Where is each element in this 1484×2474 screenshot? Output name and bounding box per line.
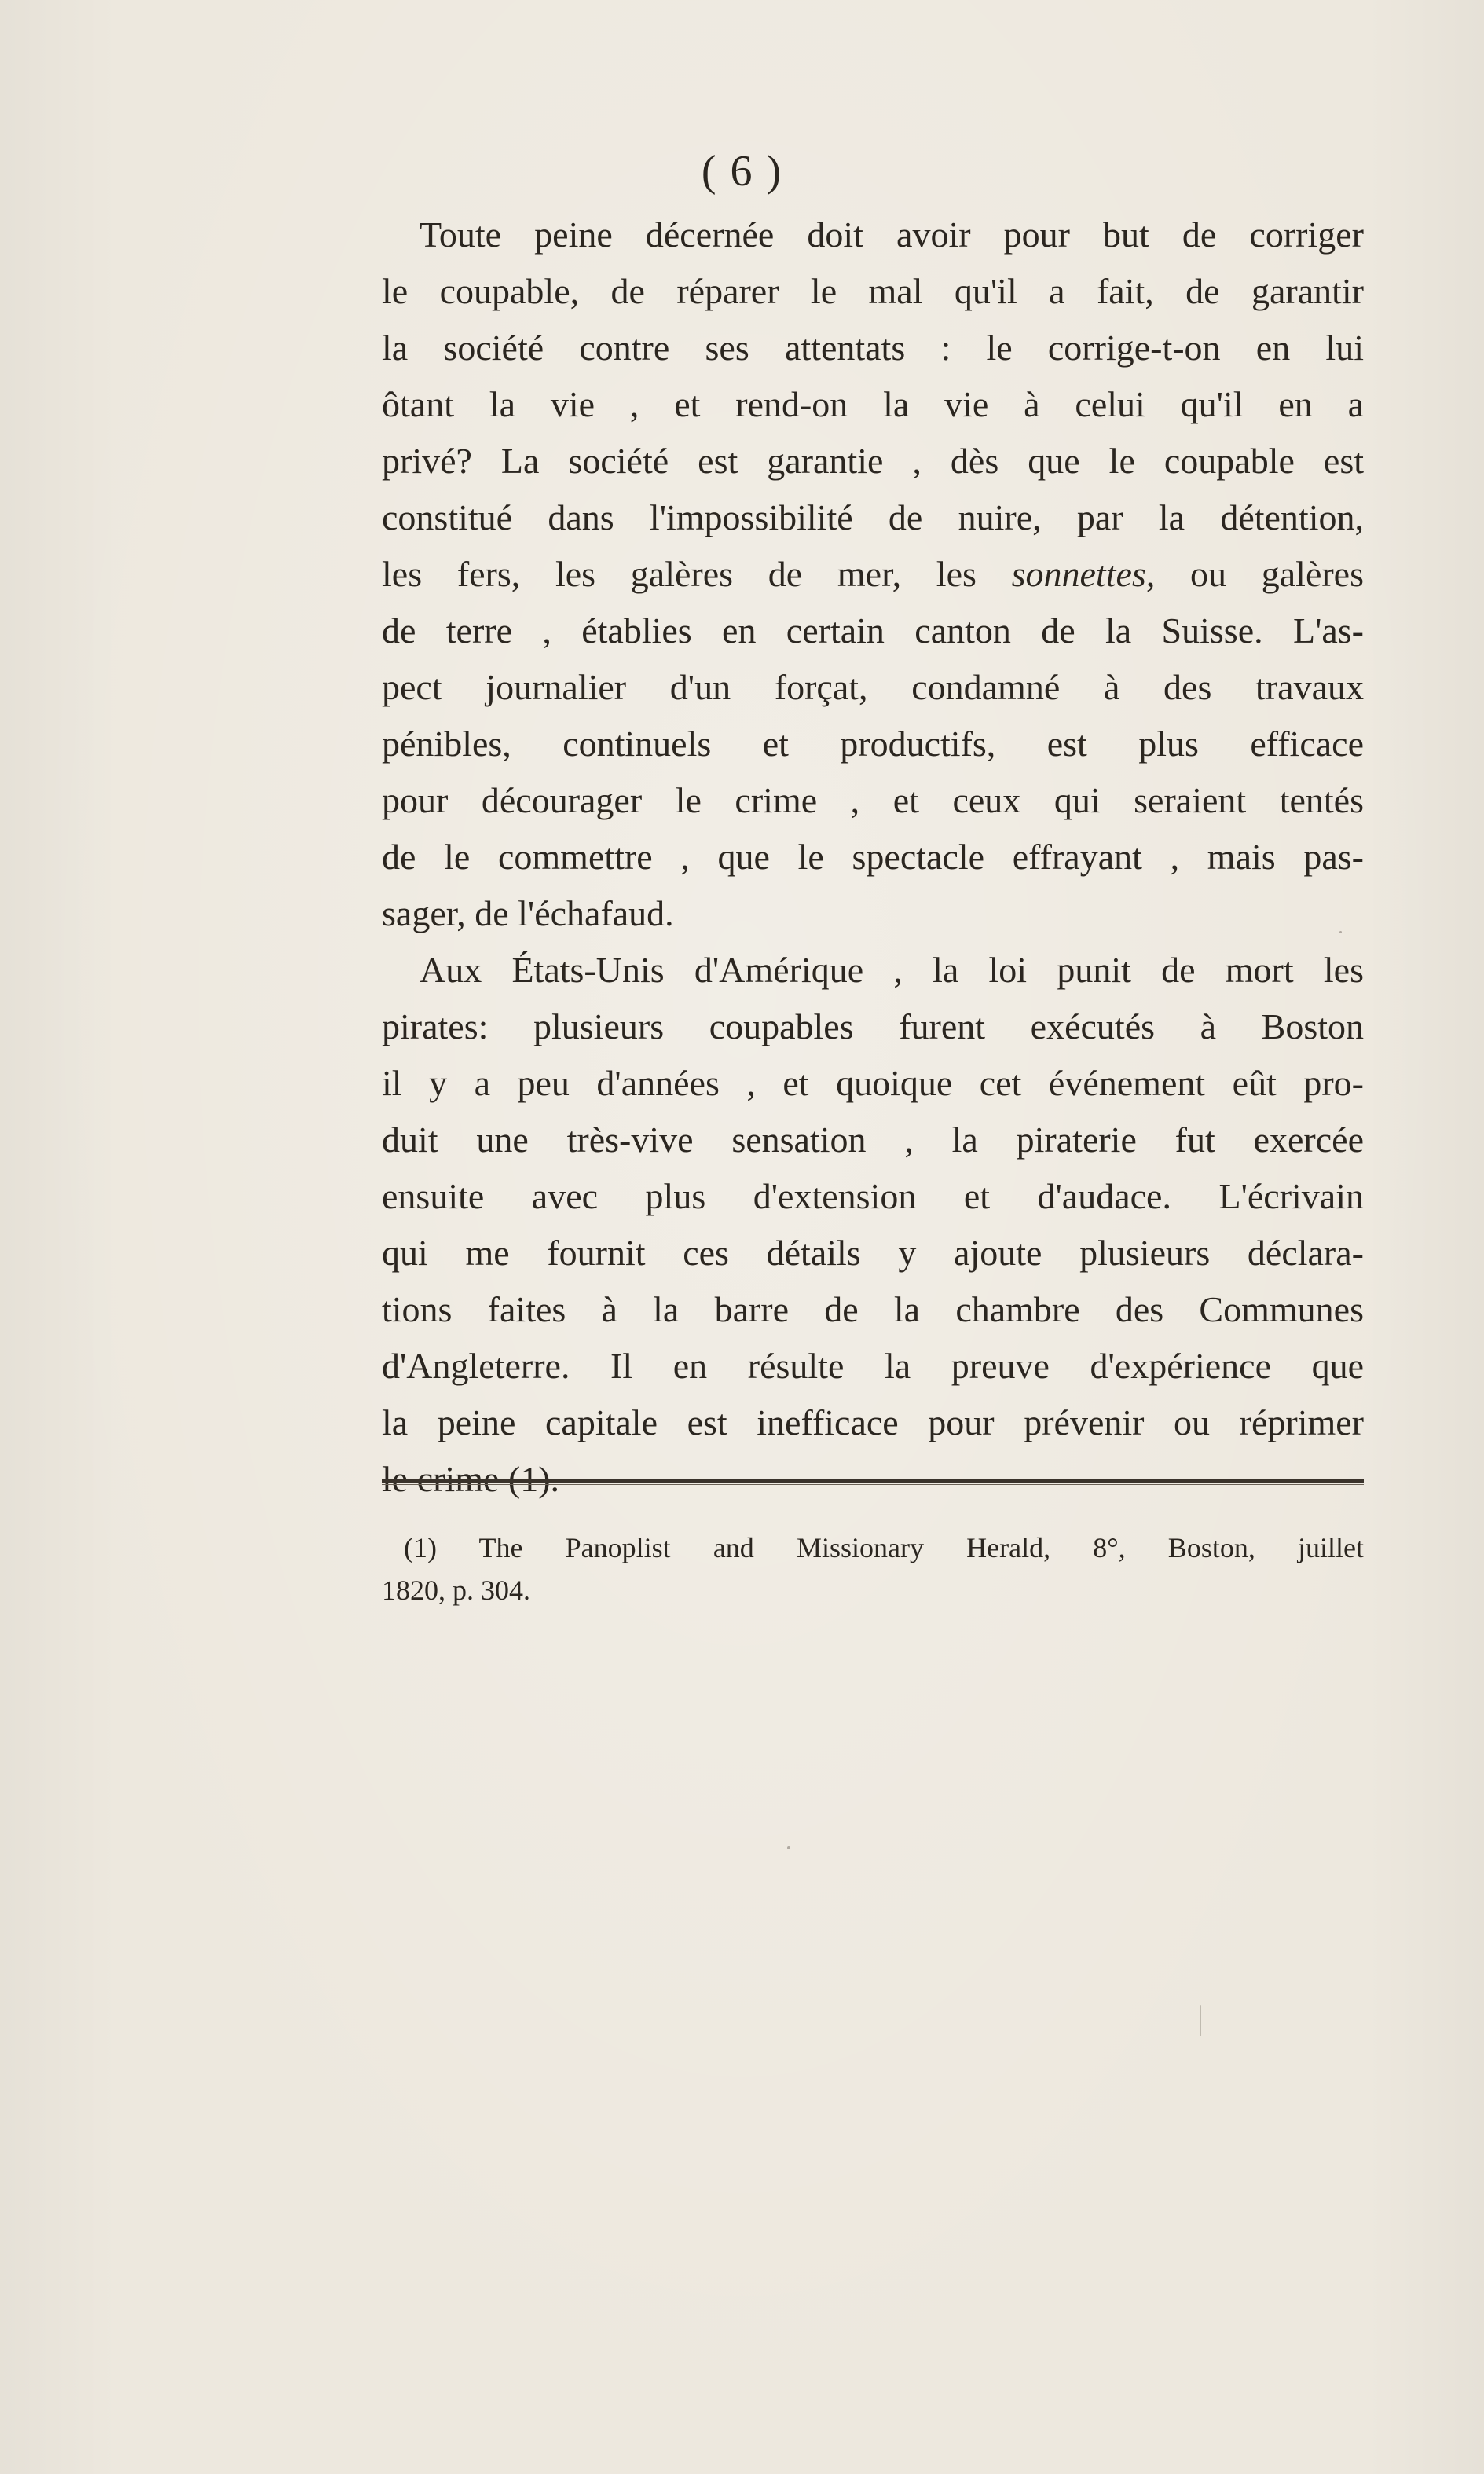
page-number: ( 6 ) bbox=[701, 147, 783, 196]
paragraph-1-line-2: le coupable, de réparer le mal qu'il a fait, de garantir bbox=[382, 271, 1364, 311]
paragraph-2-line-2: pirates: plusieurs coupables furent exécutés à Boston bbox=[382, 1006, 1364, 1046]
paragraph-1-line-9: pect journalier d'un forçat, condamné à des travaux bbox=[382, 667, 1364, 707]
line-7-end: , ou galères bbox=[1145, 554, 1364, 594]
paragraph-1-line-11: pour décourager le crime , et ceux qui seraient tentés bbox=[382, 780, 1364, 820]
paragraph-2-line-8: d'Angleterre. Il en résulte la preuve d'expérience que bbox=[382, 1346, 1364, 1386]
line-7-start: les fers, les galères de mer, les bbox=[382, 554, 977, 594]
paragraph-1-line-12: de le commettre , que le spectacle effrayant , mais pas- bbox=[382, 837, 1364, 877]
paragraph-2-line-3: il y a peu d'années , et quoique cet événement eût pro- bbox=[382, 1063, 1364, 1103]
paragraph-1-line-4: ôtant la vie , et rend-on la vie à celui qu'il en a bbox=[382, 384, 1364, 424]
paragraph-1-line-5: privé? La société est garantie , dès que le coupable est bbox=[382, 441, 1364, 481]
paragraph-1-line-8: de terre , établies en certain canton de la Suisse. L'as- bbox=[382, 610, 1364, 651]
paragraph-2-line-5: ensuite avec plus d'extension et d'audace. L'écrivain bbox=[382, 1176, 1364, 1216]
paragraph-2-line-9: la peine capitale est inefficace pour prévenir ou réprimer bbox=[382, 1402, 1364, 1442]
paper-speck bbox=[1339, 931, 1342, 933]
separator-thick-line bbox=[382, 1479, 1364, 1483]
paragraph-2-line-1: Aux États-Unis d'Amérique , la loi punit de mort les bbox=[420, 950, 1364, 990]
footnote-line-1: (1) The Panoplist and Missionary Herald, 8°, Boston, juillet bbox=[404, 1532, 1364, 1563]
italic-term: sonnettes bbox=[1011, 554, 1146, 594]
paragraph-2-line-4: duit une très-vive sensation , la piraterie fut exercée bbox=[382, 1120, 1364, 1160]
footnote-separator-rule bbox=[382, 1479, 1364, 1486]
paragraph-1-line-7 bbox=[382, 546, 1364, 603]
paragraph-1-line-6: constitué dans l'impossibilité de nuire, par la détention, bbox=[382, 497, 1364, 537]
body-text bbox=[382, 207, 1364, 1508]
paragraph-2-line-7: tions faites à la barre de la chambre des Communes bbox=[382, 1289, 1364, 1329]
paper-mark bbox=[1200, 2005, 1201, 2036]
paragraph-1-line-1: Toute peine décernée doit avoir pour but de corriger bbox=[420, 214, 1364, 255]
paper-speck bbox=[787, 1846, 790, 1849]
paragraph-1-line-3: la société contre ses attentats : le corrige-t-on en lui bbox=[382, 328, 1364, 368]
paragraph-1-line-13: sager, de l'échafaud. bbox=[382, 893, 674, 933]
separator-thin-line bbox=[382, 1484, 1364, 1485]
paragraph-2-line-6: qui me fournit ces détails y ajoute plusieurs déclara- bbox=[382, 1233, 1364, 1273]
paragraph-1-line-10: pénibles, continuels et productifs, est plus efficace bbox=[382, 724, 1364, 764]
footnote bbox=[382, 1527, 1364, 1611]
footnote-line-2: 1820, p. 304. bbox=[382, 1574, 530, 1606]
